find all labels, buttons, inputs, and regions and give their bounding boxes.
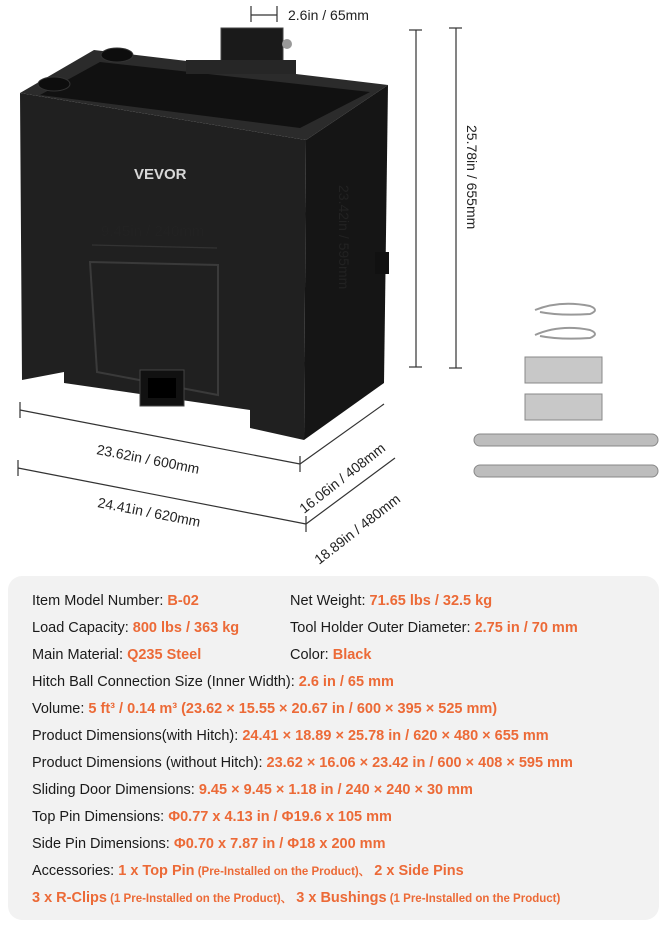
- spec-door: Sliding Door Dimensions: 9.45 × 9.45 × 1.18 in / 240 × 240 × 30 mm: [32, 782, 473, 798]
- tool-holder-left: [38, 77, 70, 91]
- door-width-label: 9.45in / 240mm: [101, 223, 205, 240]
- spec-load: Load Capacity: 800 lbs / 363 kg: [32, 620, 240, 636]
- spec-model: Item Model Number: B-02: [32, 593, 199, 609]
- bushings: [525, 357, 602, 420]
- spec-volume: Volume: 5 ft³ / 0.14 m³ (23.62 × 15.55 × 20.67 in / 600 × 395 × 525 mm): [32, 701, 498, 717]
- specs-panel: [8, 576, 659, 920]
- r-clips: [535, 304, 595, 339]
- spec-accessories: Accessories: 1 x Top Pin (Pre-Installed on the Product)、 2 x Side Pins: [32, 863, 464, 879]
- height-without-label: 23.42in / 595mm: [336, 185, 352, 290]
- spec-accessories-cont: 3 x R-Clips (1 Pre-Installed on the Product)、 3 x Bushings (1 Pre-Installed on the Product): [32, 890, 561, 906]
- tool-holder-right: [101, 48, 133, 62]
- hitch-width-label: 2.6in / 65mm: [288, 7, 369, 23]
- height-with-label: 25.78in / 655mm: [464, 125, 480, 230]
- spec-top-pin: Top Pin Dimensions: Φ0.77 x 4.13 in / Φ19.6 x 105 mm: [32, 809, 392, 825]
- spec-dim-with-hitch: Product Dimensions(with Hitch): 24.41 × 18.89 × 25.78 in / 620 × 480 × 655 mm: [32, 728, 549, 744]
- spec-material: Main Material: Q235 Steel: [32, 647, 202, 663]
- spec-weight: Net Weight: 71.65 lbs / 32.5 kg: [290, 593, 493, 609]
- spec-side-pin: Side Pin Dimensions: Φ0.70 x 7.87 in / Φ18 x 200 mm: [32, 836, 386, 852]
- spec-hitch-size: Hitch Ball Connection Size (Inner Width): 2.6 in / 65 mm: [32, 674, 394, 690]
- width-without-label: 23.62in / 600mm: [95, 441, 201, 477]
- side-pins: [474, 434, 658, 477]
- spec-tool-holder: Tool Holder Outer Diameter: 2.75 in / 70 mm: [290, 620, 578, 636]
- depth-with-label: 18.89in / 480mm: [311, 490, 404, 568]
- depth-without-label: 16.06in / 408mm: [296, 439, 389, 517]
- width-with-label: 24.41in / 620mm: [96, 494, 202, 530]
- spec-dim-without-hitch: Product Dimensions (without Hitch): 23.62 × 16.06 × 23.42 in / 600 × 408 × 595 mm: [32, 755, 573, 771]
- brand-logo: VEVOR: [134, 166, 187, 183]
- spec-color: Color: Black: [290, 647, 372, 663]
